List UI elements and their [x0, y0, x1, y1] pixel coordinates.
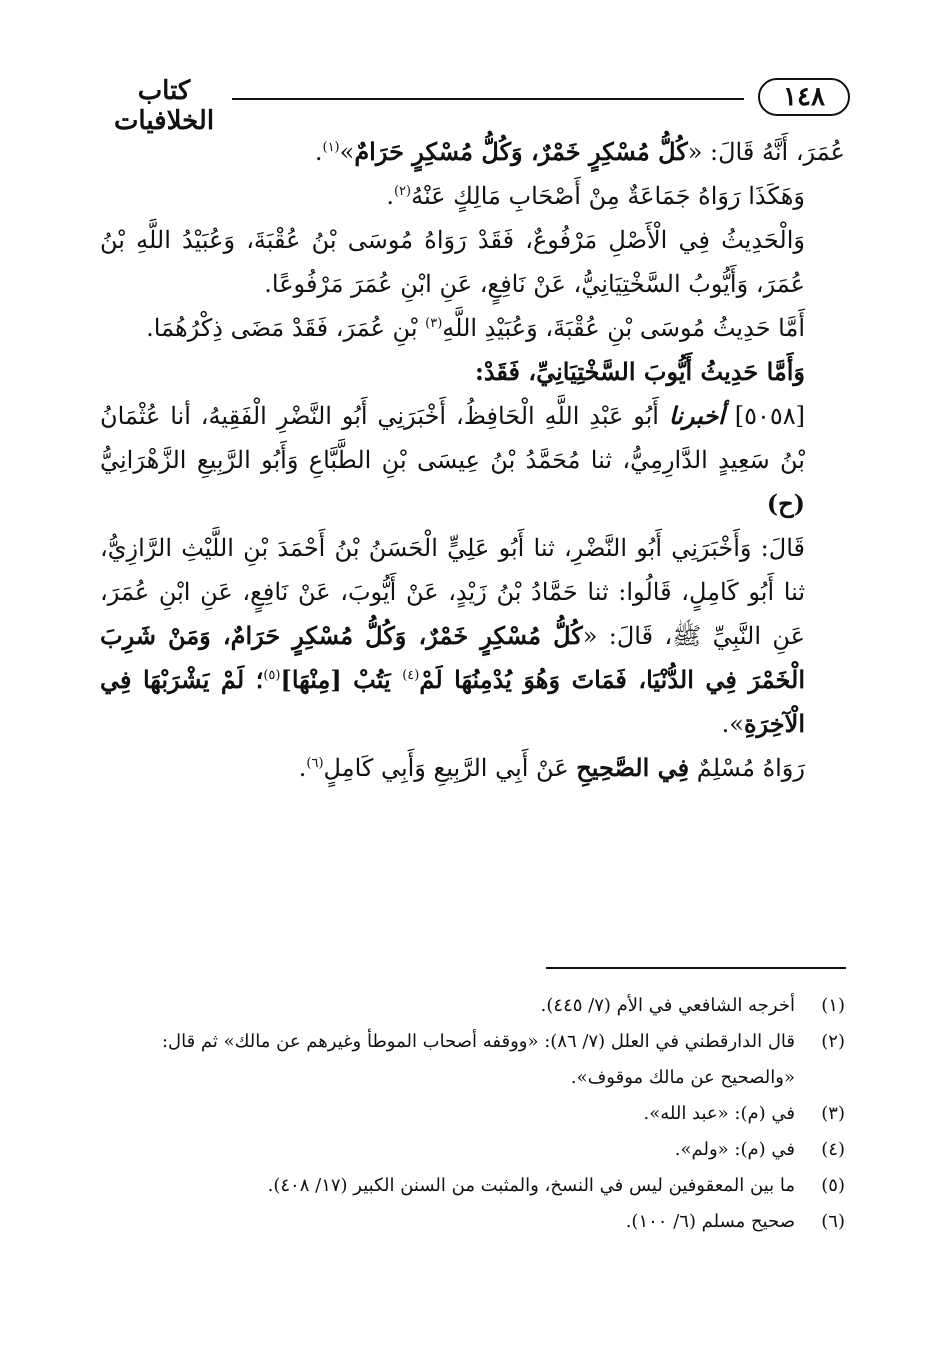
text-run: وَهَكَذَا رَوَاهُ جَمَاعَةٌ مِنْ أَصْحَابِ مَالِكٍ عَنْهُ [411, 182, 805, 210]
text-run: . [298, 754, 307, 782]
paragraph-4 [100, 306, 845, 350]
tahwil-mark: (ح) [766, 489, 805, 518]
footnote-marker: (٤) [402, 668, 420, 683]
text-run: . [386, 182, 394, 210]
footnote-number: (١) [821, 995, 845, 1016]
footnote-text: قال الدارقطني في العلل (٧/ ٨٦): «ووقفه أصحاب الموطأ وغيرهم عن مالك» ثم قال: «والصحيح عن مالك موقوف». [161, 1031, 795, 1088]
paragraph-2 [100, 174, 845, 218]
book-title: كتاب الخلافيات [113, 76, 215, 136]
text-run: عَنْ أَبِي الرَّبِيعِ وَأَبِي كَامِلٍ [323, 754, 577, 782]
hadith-quote: يَتُبْ [مِنْهَا] [280, 665, 403, 694]
footnote-number: (٢) [821, 1031, 845, 1052]
footnote-number: (٣) [821, 1103, 845, 1124]
paragraph-7 [100, 526, 845, 746]
footnote-text: ما بين المعقوفين ليس في النسخ، والمثبت من السنن الكبير (١٧/ ٤٠٨). [267, 1175, 795, 1196]
paragraph-8 [100, 746, 845, 790]
hadith-number: [٥٠٥٨] [734, 402, 805, 430]
text-run: عُمَرَ، أَنَّهُ قَالَ: « [687, 138, 845, 166]
footnote-text: أخرجه الشافعي في الأم (٧/ ٤٤٥). [540, 995, 795, 1016]
source-name: فِي الصَّحِيحِ [576, 753, 690, 782]
page-header [100, 76, 850, 136]
footnotes [100, 988, 845, 1240]
footnote-rule [546, 967, 846, 969]
header-rule [232, 98, 744, 100]
paragraph-5: وَأَمَّا حَدِيثُ أَيُّوبَ السَّخْتِيَانِيِّ، فَقَدْ: [474, 357, 805, 386]
text-run: أَبُو عَبْدِ اللَّهِ الْحَافِظُ، أَخْبَرَنِي أَبُو النَّضْرِ الْفَقِيهُ، أنا عُثْمَانُ بْنُ سَعِيدٍ الدَّارِمِيُّ، ثنا مُحَمَّدُ بْنُ عِيسَى بْنِ الطَّبَّاعِ وَأَبُو الرَّبِيعِ الزَّهْرَانِيُّ [100, 402, 805, 474]
footnote-marker: (٢) [393, 184, 412, 199]
footnote-2 [100, 1024, 845, 1096]
footnote-marker: (٣) [425, 316, 443, 331]
paragraph-1 [100, 130, 845, 174]
paragraph-6 [100, 394, 845, 526]
footnote-text: في (م): «عبد الله». [643, 1103, 795, 1124]
main-text [100, 130, 845, 790]
footnote-marker: (١) [322, 140, 340, 155]
text-run: أَمَّا حَدِيثُ مُوسَى بْنِ عُقْبَةَ، وَعُبَيْدِ اللَّهِ [442, 314, 805, 342]
footnote-3 [100, 1096, 845, 1132]
footnote-6 [100, 1204, 845, 1240]
paragraph-3: وَالْحَدِيثُ فِي الْأَصْلِ مَرْفُوعٌ، فَقَدْ رَوَاهُ مُوسَى بْنُ عُقْبَةَ، وَعُبَيْدُ اللَّهِ بْنُ عُمَرَ، وَأَيُّوبُ السَّخْتِيَانِيُّ، عَنْ نَافِعٍ، عَنِ ابْنِ عُمَرَ مَرْفُوعًا. [100, 226, 805, 298]
hadith-quote: كُلُّ مُسْكِرٍ خَمْرٌ، وَكُلُّ مُسْكِرٍ حَرَامٌ، وَمَنْ شَرِبَ الْخَمْرَ فِي الدُّنْيَا، فَمَاتَ وَهُوَ يُدْمِنُهَا لَمْ [100, 621, 806, 694]
text-run: . [314, 138, 323, 166]
footnote-number: (٥) [821, 1175, 845, 1196]
footnote-5 [100, 1168, 845, 1204]
text-run: قَالَ: وَأَخْبَرَنِي أَبُو النَّضْرِ، ثنا أَبُو عَلِيٍّ الْحَسَنُ بْنُ أَحْمَدَ بْنِ اللَّيْثِ الرَّازِيُّ، ثنا أَبُو كَامِلٍ، قَالُوا: ثنا حَمَّادُ بْنُ زَيْدٍ، عَنْ أَيُّوبَ، عَنْ نَافِعٍ، عَنِ ابْنِ عُمَرَ، عَنِ النَّبِيِّ ﷺ، قَالَ: « [100, 534, 805, 650]
text-run: ». [721, 710, 744, 738]
page-number: ١٤٨ [758, 78, 850, 116]
footnote-text: في (م): «ولم». [674, 1139, 795, 1160]
text-run: بْنِ عُمَرَ، فَقَدْ مَضَى ذِكْرُهُمَا. [146, 314, 426, 342]
footnote-4 [100, 1132, 845, 1168]
text-run: » [339, 138, 355, 166]
footnote-1 [100, 988, 845, 1024]
footnote-text: صحيح مسلم (٦/ ١٠٠). [625, 1211, 795, 1232]
akhbarana-label: أخبرنا [668, 401, 725, 430]
footnote-marker: (٦) [306, 756, 324, 771]
footnote-number: (٦) [821, 1211, 845, 1232]
hadith-quote: ؛ لَمْ يَشْرَبْهَا فِي الْآخِرَةِ [100, 665, 805, 738]
footnote-marker: (٥) [263, 668, 281, 683]
footnote-number: (٤) [821, 1139, 845, 1160]
hadith-quote: كُلُّ مُسْكِرٍ خَمْرٌ، وَكُلُّ مُسْكِرٍ حَرَامٌ [354, 137, 688, 166]
text-run: رَوَاهُ مُسْلِمٌ [689, 754, 805, 782]
